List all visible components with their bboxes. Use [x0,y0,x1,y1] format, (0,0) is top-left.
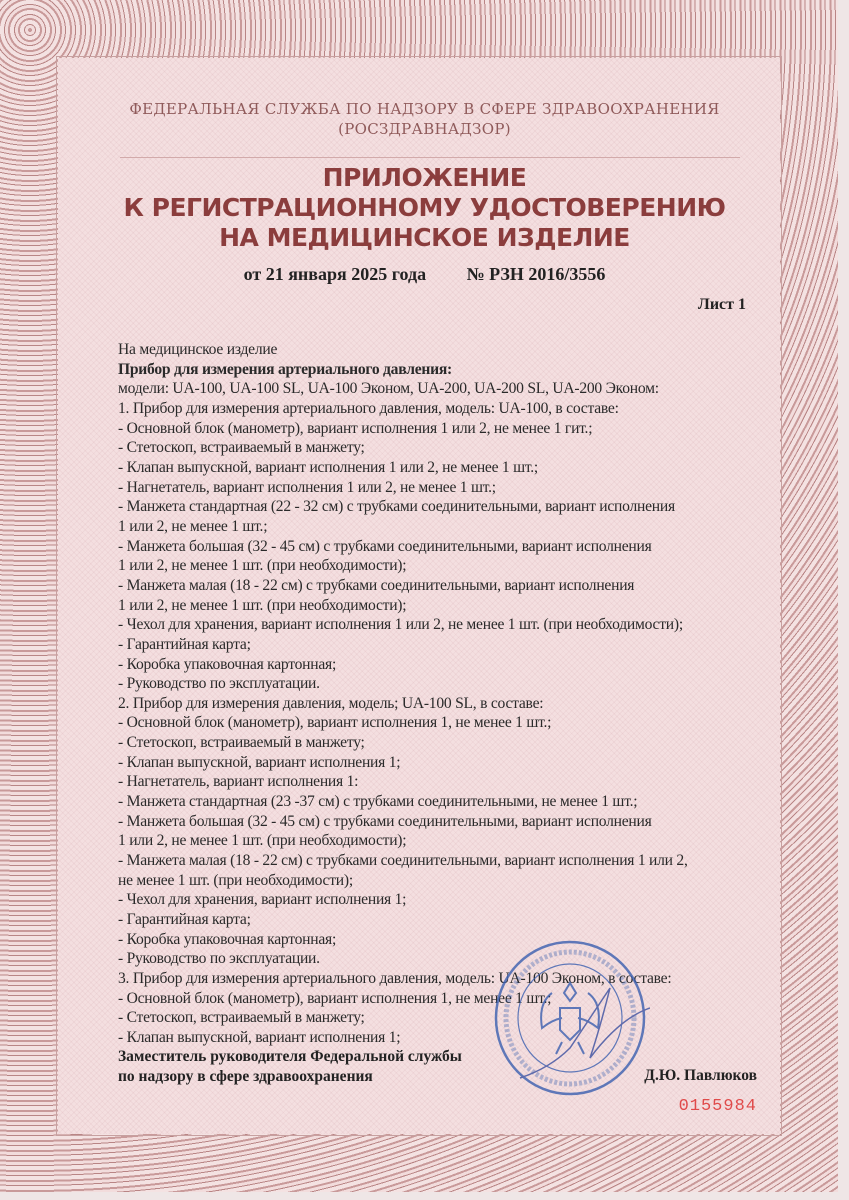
body-line: - Гарантийная карта; [118,911,251,929]
body-line: - Клапан выпускной, вариант исполнения 1; [118,1028,401,1046]
body-line: не менее 1 шт. (при необходимости); [118,871,353,889]
body-line: - Коробка упаковочная картонная; [118,930,337,948]
body-line: - Нагнетатель, вариант исполнения 1: [118,773,359,791]
title-line-3: НА МЕДИЦИНСКОЕ ИЗДЕЛИЕ [219,223,630,252]
body-line: - Чехол для хранения, вариант исполнения 1 или 2, не менее 1 шт. (при необходимости); [118,616,683,634]
body-line: - Манжета стандартная (23 -37 см) с трубками соединительными, не менее 1 шт.; [118,793,638,811]
issue-date: от 21 января 2025 года [243,264,427,284]
signatory-position [118,1047,462,1087]
body-line: - Манжета малая (18 - 22 см) с трубками соединительными, вариант исполнения [118,576,635,594]
form-serial-number: 0155984 [678,1097,757,1116]
body-line: 1 или 2, не менее 1 шт. (при необходимости); [118,596,407,614]
issue-line [0,264,849,285]
body-line: - Манжета малая (18 - 22 см) с трубками соединительными, вариант исполнения 1 или 2, [118,852,688,870]
body-line: - Манжета большая (32 - 45 см) с трубками соединительными, вариант исполнения [118,537,652,555]
body-line: - Основной блок (манометр), вариант исполнения 1 или 2, не менее 1 гит.; [118,419,593,437]
agency-name: ФЕДЕРАЛЬНАЯ СЛУЖБА ПО НАДЗОРУ В СФЕРЕ ЗДРАВООХРАНЕНИЯ [129,100,720,118]
body-line: 1 или 2, не менее 1 шт. (при необходимости); [118,557,407,575]
header-divider [120,157,740,158]
body-line: - Чехол для хранения, вариант исполнения 1; [118,891,407,909]
title-line-1: ПРИЛОЖЕНИЕ [322,163,527,192]
body-line: 1 или 2, не менее 1 шт.; [118,517,268,535]
body-line: - Стетоскоп, встраиваемый в манжету; [118,439,365,457]
body-line: - Руководство по эксплуатации. [118,675,320,693]
body-line: - Стетоскоп, встраиваемый в манжету; [118,734,365,752]
position-line-2: по надзору в сфере здравоохранения [118,1068,373,1085]
body-line: - Клапан выпускной, вариант исполнения 1; [118,753,401,771]
body-line: - Руководство по эксплуатации. [118,950,320,968]
agency-header [0,99,849,139]
body-line: На медицинское изделие [118,341,278,358]
registration-number: № РЗН 2016/3556 [466,264,606,284]
signatory-name: Д.Ю. Павлюков [644,1067,757,1084]
body-line: - Клапан выпускной, вариант исполнения 1 или 2, не менее 1 шт.; [118,458,538,476]
title-line-2: К РЕГИСТРАЦИОННОМУ УДОСТОВЕРЕНИЮ [123,193,726,222]
body-line: - Гарантийная карта; [118,635,251,653]
body-line: модели: UA-100, UA-100 SL, UA-100 Эконом, UA-200, UA-200 SL, UA-200 Эконом: [118,380,659,398]
device-heading: Прибор для измерения артериального давления: [118,360,452,378]
body-line: 1 или 2, не менее 1 шт. (при необходимости); [118,832,407,850]
body-line: - Коробка упаковочная картонная; [118,655,337,673]
body-line: 2. Прибор для измерения давления, модель; UA-100 SL, в составе: [118,694,544,712]
document-body [118,340,778,1048]
body-line: - Нагнетатель, вариант исполнения 1 или 2, не менее 1 шт.; [118,478,496,496]
agency-short-name: (РОСЗДРАВНАДЗОР) [338,120,511,138]
body-line: 3. Прибор для измерения артериального давления, модель: UA-100 Эконом, в составе: [118,970,672,987]
body-line: 1. Прибор для измерения артериального давления, модель: UA-100, в составе: [118,399,619,417]
body-line: - Манжета стандартная (22 - 32 см) с трубками соединительными, вариант исполнения [118,498,675,516]
position-line-1: Заместитель руководителя Федеральной службы [118,1048,462,1065]
body-line: - Основной блок (манометр), вариант исполнения 1, не менее 1 шт.; [118,714,552,732]
sheet-number: Лист 1 [697,296,746,313]
body-line: - Основной блок (манометр), вариант исполнения 1, не менее 1 шт.; [118,989,552,1007]
document-title [0,163,849,253]
body-line: - Манжета большая (32 - 45 см) с трубками соединительными, вариант исполнения [118,812,652,830]
body-line: - Стетоскоп, встраиваемый в манжету; [118,1009,365,1027]
